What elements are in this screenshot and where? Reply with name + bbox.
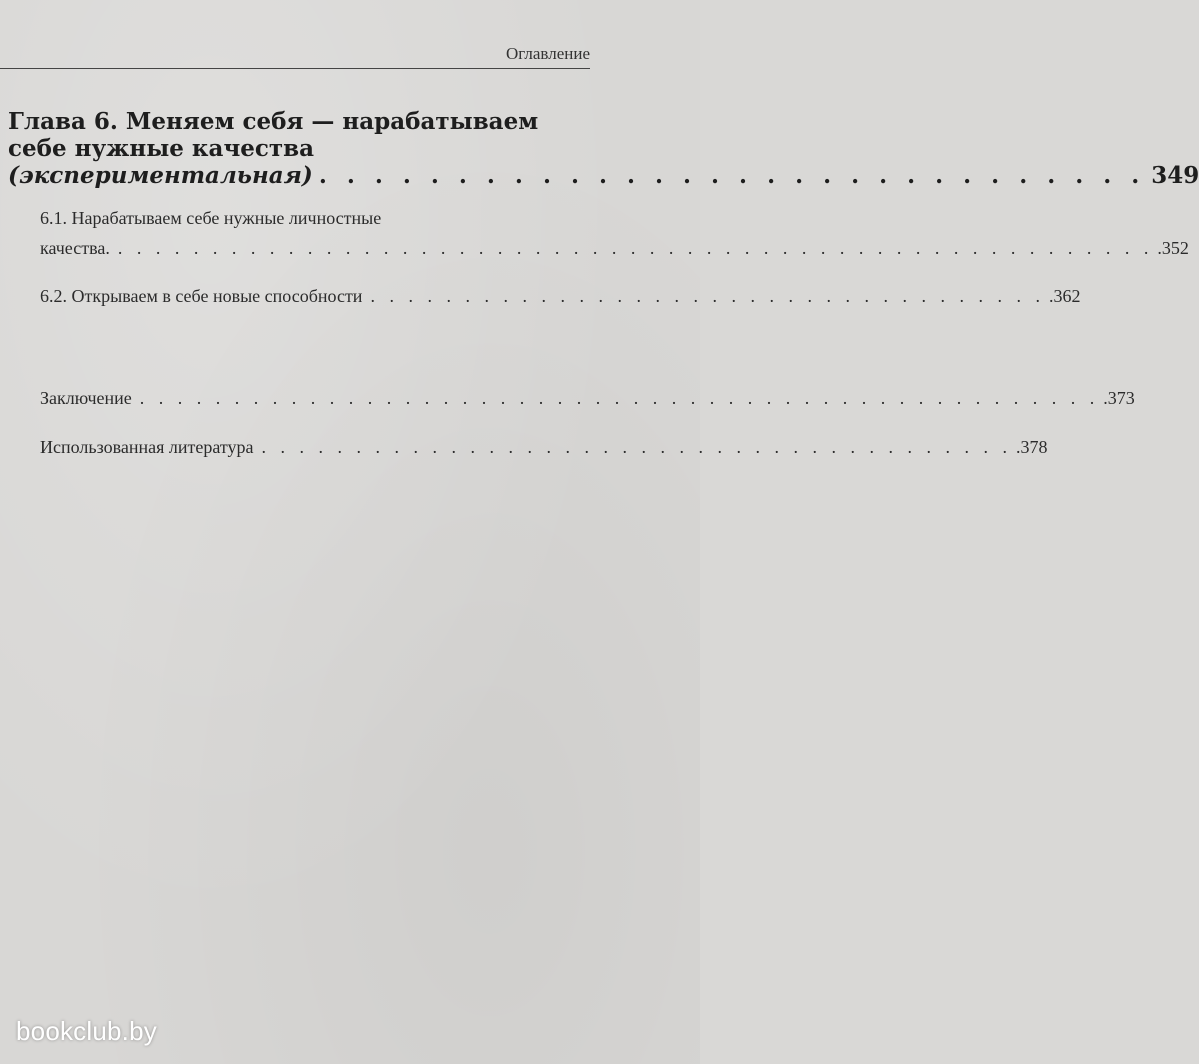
toc-entry-label: Заключение — [40, 388, 132, 408]
site-watermark: bookclub.by — [16, 1016, 157, 1046]
toc-entry-6-1 — [40, 238, 1189, 259]
chapter-title-line-3 — [8, 162, 1199, 189]
toc-entry-6-2 — [40, 286, 1081, 307]
running-head: Оглавление — [506, 44, 590, 63]
leader-dots: . . . . . . . . . . . . . . . . . . . . . . . . . . . . . . . . . . . . — [370, 286, 1045, 306]
chapter-heading — [8, 108, 1199, 189]
toc-entry-label: Использованная литература — [40, 437, 254, 457]
chapter-page-number: 349 — [1151, 162, 1199, 189]
chapter-title-line-2: себе нужные качества — [8, 135, 315, 162]
chapter-title-line-1: Глава 6. Меняем себя — нарабатываем — [8, 108, 539, 135]
toc-entry-label: 6.2. Открываем в себе новые способности — [40, 286, 363, 306]
leader-dots: . . . . . . . . . . . . . . . . . . . . . . . . . . . . . . — [318, 162, 1146, 189]
toc-page-number: .373 — [1103, 388, 1135, 408]
header-rule — [0, 68, 590, 69]
toc-entry-references — [40, 437, 1048, 458]
leader-dots: . . . . . . . . . . . . . . . . . . . . . . . . . . . . . . . . . . . . . . . . . . . . . . . . . . . . . . . — [117, 238, 1154, 258]
leader-dots: . . . . . . . . . . . . . . . . . . . . . . . . . . . . . . . . . . . . . . . . . . . . . . . . . . . — [139, 388, 1100, 408]
toc-entry-conclusion — [40, 388, 1135, 409]
chapter-subtitle: (экспериментальная) — [8, 162, 313, 189]
toc-page-number: .378 — [1015, 437, 1048, 457]
leader-dots: . . . . . . . . . . . . . . . . . . . . . . . . . . . . . . . . . . . . . . . . — [261, 437, 1012, 457]
toc-entry-6-1-line-1: 6.1. Нарабатываем себе нужные личностные — [40, 208, 382, 228]
toc-page-number: .352 — [1157, 238, 1189, 258]
toc-entry-label: качества. — [40, 238, 110, 258]
toc-page-number: .362 — [1048, 286, 1081, 306]
